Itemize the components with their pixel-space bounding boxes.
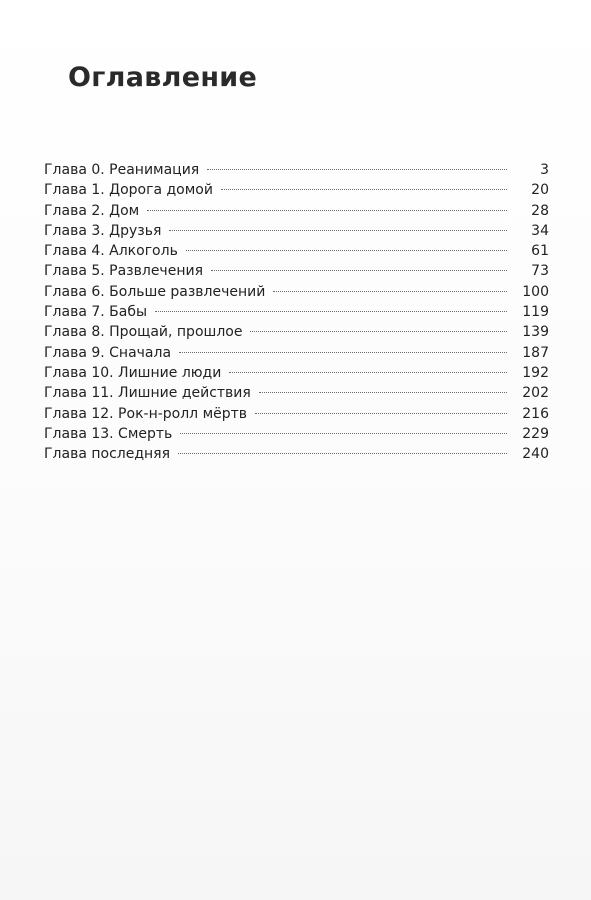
toc-dot-leader [250, 331, 507, 332]
toc-entry-page: 202 [522, 385, 549, 402]
toc-entry [44, 383, 549, 403]
toc-entry-page: 119 [522, 304, 549, 321]
toc-entry-page: 20 [531, 182, 549, 199]
toc-entry-label: Глава 6. Больше развлечений [44, 283, 266, 300]
toc-entry-page: 240 [522, 446, 549, 463]
toc-entry-label: Глава 8. Прощай, прошлое [44, 324, 243, 341]
toc-entry [44, 241, 549, 261]
toc-entry [44, 282, 549, 302]
toc-entry [44, 180, 549, 200]
toc-entry-page: 192 [522, 364, 549, 381]
toc-dot-leader [169, 230, 507, 231]
toc-entry-page: 34 [531, 222, 549, 239]
toc-entry-label: Глава 1. Дорога домой [44, 182, 213, 199]
toc-entry-label: Глава 2. Дом [44, 202, 140, 219]
toc-entry [44, 160, 549, 180]
toc-entry-label: Глава 0. Реанимация [44, 162, 200, 178]
table-of-contents [44, 160, 549, 464]
toc-entry [44, 261, 549, 281]
toc-dot-leader [221, 189, 507, 190]
toc-entry [44, 444, 549, 464]
toc-entry-label: Глава 9. Сначала [44, 344, 172, 361]
toc-dot-leader [179, 352, 507, 353]
toc-dot-leader [273, 291, 507, 292]
toc-entry-page: 73 [531, 263, 549, 280]
toc-dot-leader [211, 270, 507, 271]
toc-entry-page: 139 [522, 324, 549, 341]
toc-entry [44, 424, 549, 444]
toc-entry [44, 322, 549, 342]
toc-entry-label: Глава 4. Алкоголь [44, 243, 178, 260]
toc-dot-leader [186, 250, 507, 251]
toc-entry-label: Глава 10. Лишние люди [44, 364, 222, 381]
toc-entry [44, 363, 549, 383]
toc-dot-leader [229, 372, 507, 373]
toc-entry-page: 61 [531, 243, 549, 260]
toc-entry-page: 187 [522, 344, 549, 361]
toc-entry [44, 201, 549, 221]
toc-dot-leader [255, 413, 507, 414]
toc-entry [44, 221, 549, 241]
toc-entry-label: Глава 13. Смерть [44, 425, 173, 442]
toc-entry-page: 100 [522, 283, 549, 300]
toc-entry-page: 229 [522, 425, 549, 442]
toc-entry-page: 3 [540, 162, 549, 178]
toc-entry-label: Глава последняя [44, 446, 170, 463]
toc-entry-page: 216 [522, 405, 549, 422]
toc-dot-leader [180, 433, 507, 434]
toc-entry [44, 302, 549, 322]
toc-entry-label: Глава 3. Друзья [44, 222, 162, 239]
toc-entry [44, 343, 549, 363]
toc-entry-label: Глава 11. Лишние действия [44, 385, 251, 402]
toc-entry-label: Глава 7. Бабы [44, 304, 148, 321]
toc-dot-leader [147, 210, 507, 211]
toc-dot-leader [178, 453, 507, 454]
toc-entry [44, 404, 549, 424]
toc-entry-label: Глава 12. Рок-н-ролл мёртв [44, 405, 248, 422]
toc-dot-leader [207, 169, 507, 170]
toc-entry-page: 28 [531, 202, 549, 219]
toc-dot-leader [155, 311, 507, 312]
page-title: Оглавление [68, 62, 258, 93]
toc-entry-label: Глава 5. Развлечения [44, 263, 203, 280]
toc-dot-leader [259, 392, 507, 393]
